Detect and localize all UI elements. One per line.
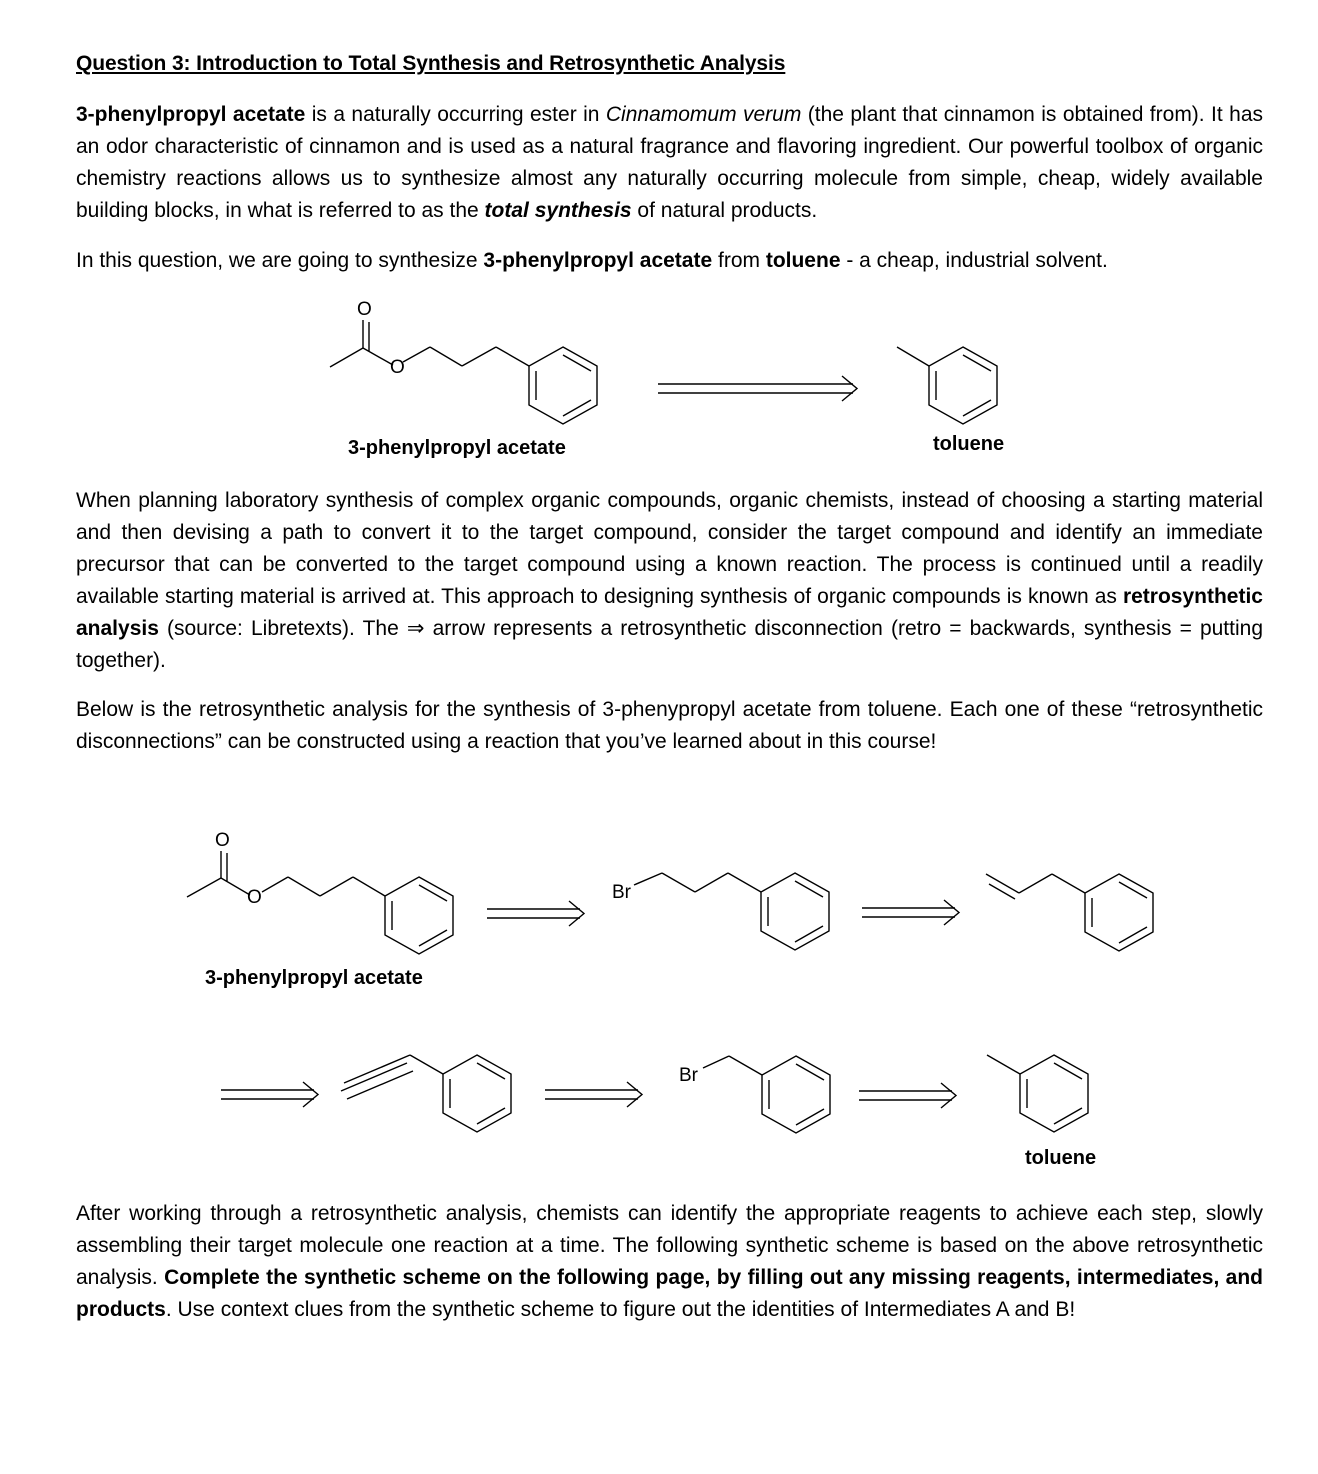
molecule-3-phenylpropyl-bromide: [612, 873, 829, 950]
molecule-3-phenylpropyl-acetate: [330, 299, 597, 424]
atom-bromine: Br: [612, 882, 631, 903]
term-emphasis: retrosynthetic analysis: [76, 585, 1263, 640]
text-span: - a cheap, industrial solvent.: [840, 249, 1108, 272]
molecule-3-phenylpropyl-acetate: [187, 830, 453, 954]
text-span: from: [712, 249, 766, 272]
atom-oxygen: O: [247, 887, 262, 908]
atom-oxygen: O: [215, 830, 230, 851]
atom-oxygen: O: [357, 299, 372, 320]
retrosynthetic-arrow: [658, 376, 857, 401]
molecule-benzyl-bromide: [679, 1056, 830, 1133]
text-span: of natural products.: [631, 199, 818, 222]
species-name: Cinnamomum verum: [605, 103, 802, 126]
atom-oxygen: O: [390, 357, 405, 378]
target-label: 3-phenylpropyl acetate: [348, 437, 566, 459]
molecule-propargylbenzene: [341, 1055, 511, 1132]
text-span: In this question, we are going to synthesize: [76, 249, 484, 272]
retrosynthetic-arrow: [545, 1082, 642, 1107]
text-span: is a naturally occurring ester in: [305, 103, 606, 126]
compound-name: toluene: [765, 249, 841, 272]
instruction-emphasis: Complete the synthetic scheme on the following page, by filling out any missing reagents, intermediates, and products: [76, 1266, 1263, 1321]
question-title: Question 3: Introduction to Total Synthesis and Retrosynthetic Analysis: [76, 52, 786, 75]
retrosynthetic-arrow: [859, 1083, 956, 1108]
compound-name: 3-phenylpropyl acetate: [76, 103, 306, 126]
molecule-allylbenzene: [986, 874, 1153, 951]
molecule-toluene: [987, 1055, 1088, 1132]
retrosynthetic-arrow: [487, 901, 584, 926]
molecule-toluene: [897, 347, 997, 424]
start-label: toluene: [1025, 1147, 1097, 1169]
text-span: Below is the retrosynthetic analysis for the synthesis of 3-phenypropyl acetate from toluene. Each one of these “retrosynthetic disconnections” can be constructed using a reaction that you’ve learned about in this course!: [76, 698, 1263, 753]
text-span: When planning laboratory synthesis of complex organic compounds, organic chemists, instead of choosing a starting material and then devising a path to convert it to the target compound, consider the target compound and identify an immediate precursor that can be converted to the target compound using a known reaction. The process is continued until a readily available starting material is arrived at. This approach to designing synthesis of organic compounds is known as: [76, 489, 1263, 608]
text-span: (the plant that cinnamon is obtained from). It has an odor characteristic of cinnamon and is used as a natural fragrance and flavoring ingredient. Our powerful toolbox of organic chemistry reactions allows us to synthesize almost any naturally occurring molecule from simple, cheap, widely available building blocks, in what is referred to as the: [76, 103, 1263, 222]
compound-name: 3-phenylpropyl acetate: [483, 249, 713, 272]
term-emphasis: total synthesis: [484, 199, 632, 222]
retrosynthetic-arrow: [862, 900, 959, 925]
retrosynthetic-arrow: [221, 1082, 318, 1107]
text-span: . Use context clues from the synthetic scheme to figure out the identities of Intermediates A and B!: [165, 1298, 1076, 1321]
text-span: After working through a retrosynthetic analysis, chemists can identify the appropriate reagents to achieve each step, slowly assembling their target molecule one reaction at a time. The following synthetic scheme is based on the above retrosynthetic analysis.: [76, 1202, 1263, 1289]
text-span: (source: Libretexts). The ⇒ arrow represents a retrosynthetic disconnection (retro = backwards, synthesis = putting together).: [76, 617, 1263, 672]
start-label: toluene: [933, 433, 1005, 455]
target-label: 3-phenylpropyl acetate: [205, 967, 423, 989]
atom-bromine: Br: [679, 1065, 698, 1086]
